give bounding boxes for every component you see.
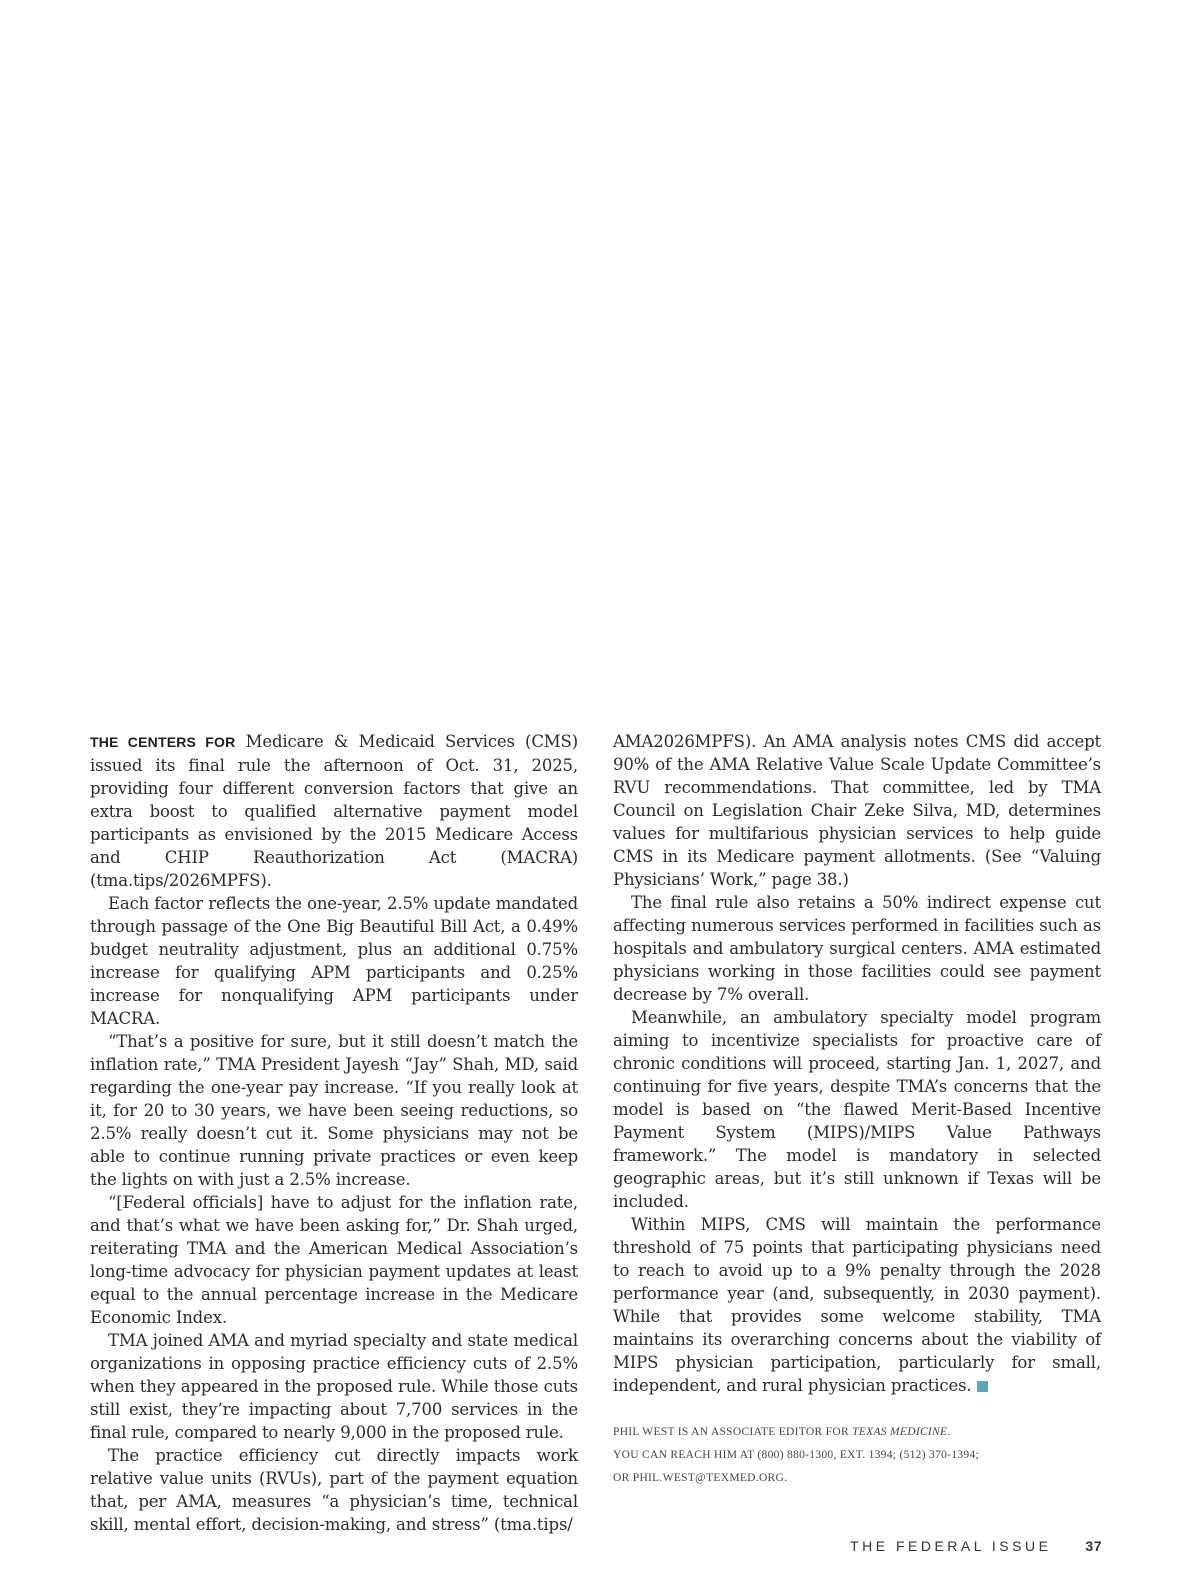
article-column-left xyxy=(90,730,578,1536)
article-paragraph-2: Each factor reflects the one-year, 2.5% update mandated through passage of the One Big Beautiful Bill Act, a 0.49% budget neutrality adjustment, plus an additional 0.75% increase for qualifying APM participants and 0.25% increase for nonqualifying APM participants under MACRA. xyxy=(90,894,578,1028)
page-footer xyxy=(850,1538,1102,1554)
article-column-right xyxy=(613,730,1101,1490)
article-paragraph-9 xyxy=(613,1213,1101,1397)
article-paragraph-7: The final rule also retains a 50% indirect expense cut affecting numerous services performed in facilities such as hospitals and ambulatory surgical centers. AMA estimated physicians working in those facilities could see payment decrease by 7% overall. xyxy=(613,893,1101,1004)
bio-text: PHIL WEST IS AN ASSOCIATE EDITOR FOR xyxy=(613,1426,853,1438)
bio-text: . xyxy=(947,1426,951,1438)
lead-in: THE CENTERS FOR xyxy=(90,734,236,750)
author-bio xyxy=(613,1421,1101,1490)
article-paragraph-8: Meanwhile, an ambulatory specialty model program aiming to incentivize specialists for proactive care of chronic conditions will proceed, starting Jan. 1, 2027, and continuing for five years, despite TMA’s concerns that the model is based on “the flawed Merit-Based Incentive Payment System (MIPS)/MIPS Value Pathways framework.” The model is mandatory in selected geographic areas, but it’s still unknown if Texas will be included. xyxy=(613,1008,1101,1211)
article-paragraph-continuation: AMA2026MPFS). An AMA analysis notes CMS did accept 90% of the AMA Relative Value Scale Update Committee’s RVU recommendations. That committee, led by TMA Council on Legislation Chair Zeke Silva, MD, determines values for multifarious physician services to help guide CMS in its Medicare payment allotments. (See “Valuing Physicians’ Work,” page 38.) xyxy=(613,732,1101,889)
bio-line-1 xyxy=(613,1421,1101,1444)
publication-name: TEXAS MEDICINE xyxy=(852,1426,948,1438)
bio-line-3: OR PHIL.WEST@TEXMED.ORG. xyxy=(613,1472,788,1484)
article-paragraph-1 xyxy=(90,730,578,892)
bio-line-2: YOU CAN REACH HIM AT (800) 880-1300, EXT. 1394; (512) 370-1394; xyxy=(613,1449,980,1461)
article-paragraph-3: “That’s a positive for sure, but it still doesn’t match the inflation rate,” TMA President Jayesh “Jay” Shah, MD, said regarding the one-year pay increase. “If you really look at it, for 20 to 30 years, we have been seeing reductions, so 2.5% really doesn’t cut it. Some physicians may not be able to continue running private practices or even keep the lights on with just a 2.5% increase. xyxy=(90,1032,578,1189)
paragraph-text: Within MIPS, CMS will maintain the performance threshold of 75 points that participating physicians need to reach to avoid up to a 9% penalty through the 2028 performance year (and, subsequently, in 2030 payment). While that provides some welcome stability, TMA maintains its overarching concerns about the viability of MIPS physician participation, particularly for small, independent, and rural physician practices. xyxy=(613,1215,1101,1395)
page-number: 37 xyxy=(1085,1538,1102,1554)
paragraph-text: Medicare & Medicaid Services (CMS) issued its final rule the afternoon of Oct. 31, 2025, providing four different conversion factors that give an extra boost to qualified alternative payment model participants as envisioned by the 2015 Medicare Access and CHIP Reauthorization Act (MACRA) (tma.tips/2026MPFS). xyxy=(90,732,578,890)
end-of-article-square-icon xyxy=(977,1381,988,1392)
section-name: THE FEDERAL ISSUE xyxy=(850,1538,1052,1554)
article-paragraph-4: “[Federal officials] have to adjust for the inflation rate, and that’s what we have been asking for,” Dr. Shah urged, reiterating TMA and the American Medical Association’s long-time advocacy for physician payment updates at least equal to the annual percentage increase in the Medicare Economic Index. xyxy=(90,1193,578,1327)
article-paragraph-5: TMA joined AMA and myriad specialty and state medical organizations in opposing practice efficiency cuts of 2.5% when they appeared in the proposed rule. While those cuts still exist, they’re impacting about 7,700 services in the final rule, compared to nearly 9,000 in the proposed rule. xyxy=(90,1331,578,1442)
article-paragraph-6: The practice efficiency cut directly impacts work relative value units (RVUs), part of the payment equation that, per AMA, measures “a physician’s time, technical skill, mental effort, decision-making, and stress” (tma.tips/ xyxy=(90,1446,578,1534)
